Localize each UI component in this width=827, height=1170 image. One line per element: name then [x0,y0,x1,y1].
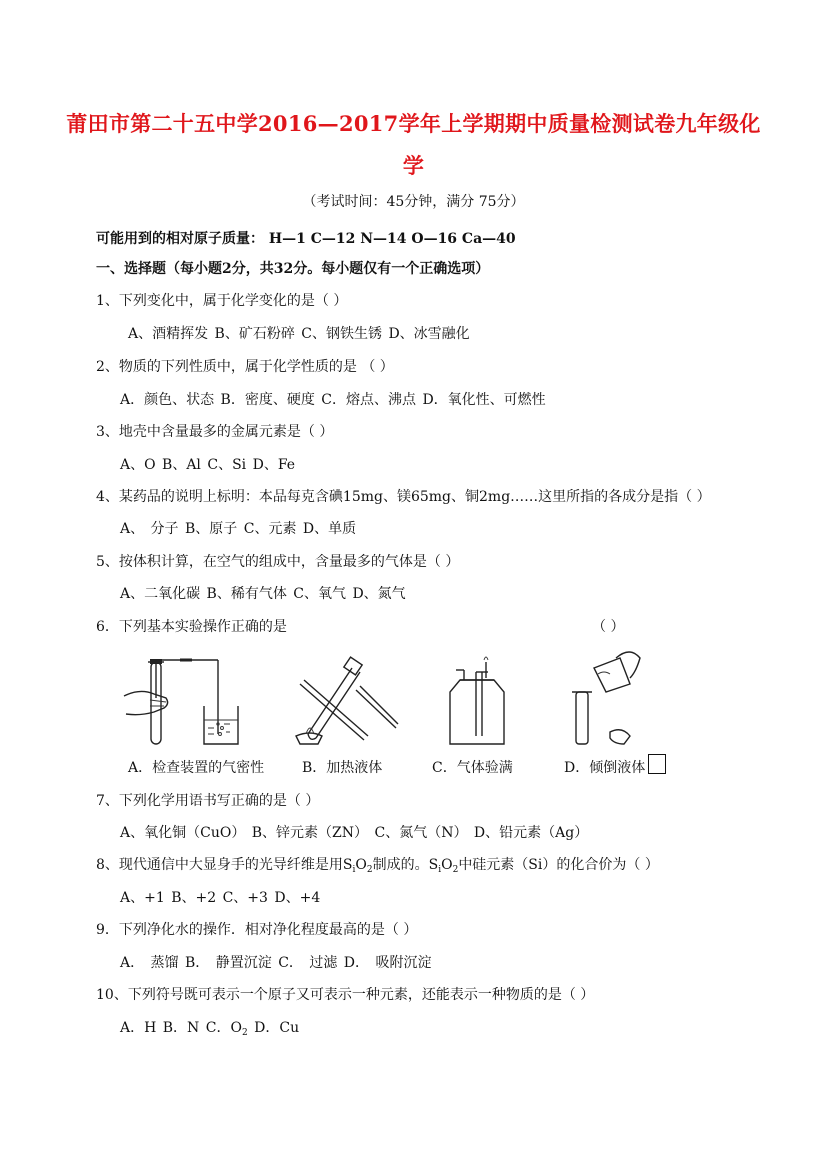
question-9-options: A． 蒸馏 B． 静置沉淀 C． 过滤 D． 吸附沉淀 [120,955,432,971]
question-4-options: A、 分子 B、原子 C、元素 D、单质 [120,521,357,537]
question-8-sub-2b: 2 [452,865,459,875]
question-10-options [120,1017,299,1038]
question-1: 1、下列变化中，属于化学变化的是（ ） [96,293,348,309]
question-2-options: A．颜色、状态 B．密度、硬度 C．熔点、沸点 D．氧化性、可燃性 [120,392,546,408]
question-8-part-a: 8、现代通信中大显身手的光导纤维是用S [96,857,353,873]
question-8-sub-i: i [352,865,356,875]
question-6-answer-paren: （ ） [592,619,625,635]
question-8-options: A、+1 B、+2 C、+3 D、+4 [120,890,321,906]
question-7: 7、下列化学用语书写正确的是（ ） [96,793,320,809]
figure-pouring-liquid [572,652,640,744]
q6-label-a: A．检查装置的气密性 [128,760,265,776]
page-title: 莆田市第二十五中学2016—2017学年上学期期中质量检测试卷九年级化 [66,111,761,136]
question-8-part-c: 中硅元素（Si）的化合价为（ ） [458,857,659,873]
question-2: 2、物质的下列性质中，属于化学性质的是 （ ） [96,359,394,375]
answer-box[interactable] [648,754,666,774]
question-3: 3、地壳中含量最多的金属元素是（ ） [96,424,334,440]
question-8-sub-i-b: i [438,865,442,875]
question-8-o-b: O [441,857,453,873]
question-10: 10、下列符号既可表示一个原子又可表示一种元素，还能表示一种物质的是（ ） [96,987,595,1003]
question-1-options: A、酒精挥发 B、矿石粉碎 C、钢铁生锈 D、冰雪融化 [128,326,470,342]
question-10-options-b: D．Cu [247,1020,300,1036]
q6-label-c: C．气体验满 [432,760,513,776]
figure-heating-liquid [296,657,398,744]
exam-info: （考试时间：45分钟，满分 75分） [302,194,525,210]
question-5: 5、按体积计算，在空气的组成中，含量最多的气体是（ ） [96,554,460,570]
section-heading: 一、选择题（每小题2分，共32分。每小题仅有一个正确选项） [96,261,490,277]
page-title-continued: 学 [402,153,425,178]
question-8-sub-2a: 2 [366,865,373,875]
question-8-part-b: 制成的。S [372,857,439,873]
question-7-options: A、氧化铜（CuO） B、锌元素（ZN） C、氮气（N） D、铅元素（Ag） [120,825,589,841]
question-6: 6．下列基本实验操作正确的是 [96,619,287,635]
question-3-options: A、O B、Al C、Si D、Fe [120,457,296,473]
figure-airtightness-check [124,659,238,744]
question-10-sub-2: 2 [241,1028,248,1038]
question-8-o-a: O [355,857,367,873]
q6-label-b: B．加热液体 [302,760,383,776]
atomic-masses: 可能用到的相对原子质量： H—1 C—12 N—14 O—16 Ca—40 [96,231,516,247]
question-4: 4、某药品的说明上标明：本品每克含碘15mg、镁65mg、铜2mg……这里所指的各成分是指（ ） [96,489,711,505]
figure-gas-full-test [450,657,504,744]
q6-apparatus-figures [120,648,680,752]
question-10-options-a: A．H B．N C．O [120,1020,242,1036]
question-5-options: A、二氧化碳 B、稀有气体 C、氧气 D、氮气 [120,586,406,602]
question-8 [96,854,659,875]
question-9: 9．下列净化水的操作．相对净化程度最高的是（ ） [96,922,418,938]
q6-label-d: D．倾倒液体 [564,760,646,776]
